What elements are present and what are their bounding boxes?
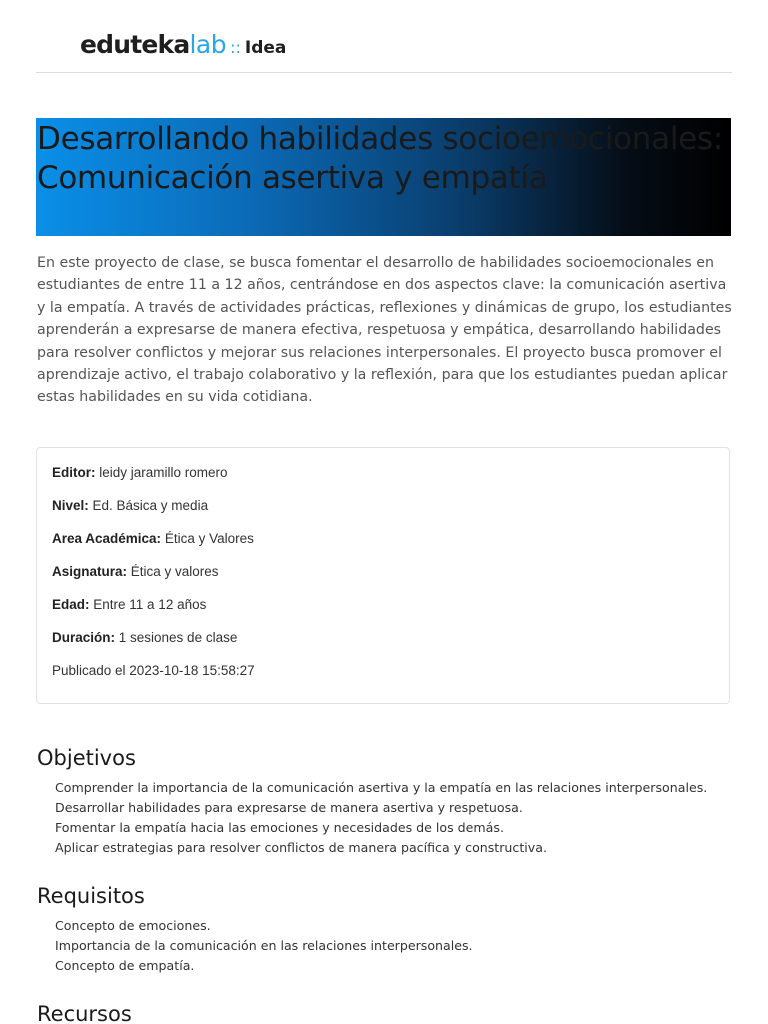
logo-eduteka-text: eduteka xyxy=(80,30,190,59)
section-title-requisitos: Requisitos xyxy=(37,884,145,908)
info-edad xyxy=(52,597,206,612)
info-nivel-label: Nivel: xyxy=(52,498,89,513)
info-area-value: Ética y Valores xyxy=(161,531,254,546)
list-item: Comprender la importancia de la comunicación asertiva y la empatía en las relaciones interpersonales. xyxy=(55,780,708,795)
info-asignatura xyxy=(52,564,219,579)
list-item: Concepto de empatía. xyxy=(55,958,195,973)
info-duracion-value: 1 sesiones de clase xyxy=(115,630,238,645)
info-published-date: Publicado el 2023-10-18 15:58:27 xyxy=(52,663,255,678)
info-card xyxy=(36,447,730,704)
info-nivel xyxy=(52,498,208,513)
section-title-recursos: Recursos xyxy=(37,1002,132,1024)
logo-lab-text: lab xyxy=(189,30,227,59)
info-editor xyxy=(52,465,228,480)
list-item: Concepto de emociones. xyxy=(55,918,211,933)
info-duracion xyxy=(52,630,237,645)
info-area xyxy=(52,531,254,546)
info-duracion-label: Duración: xyxy=(52,630,116,645)
section-title-objetivos: Objetivos xyxy=(37,746,136,770)
info-nivel-value: Ed. Básica y media xyxy=(88,498,209,513)
list-item: Importancia de la comunicación en las relaciones interpersonales. xyxy=(55,938,473,953)
info-area-label: Area Académica: xyxy=(52,531,162,546)
page-title: Desarrollando habilidades socioemocionales: Comunicación asertiva y empatía xyxy=(37,121,723,196)
logo-section-text: Idea xyxy=(244,38,287,58)
intro-paragraph: En este proyecto de clase, se busca fomentar el desarrollo de habilidades socioemocionales en estudiantes de entre 11 a 12 años, centrándose en dos aspectos clave: la comunicación asertiva y la empatía. A través de actividades prácticas, reflexiones y dinámicas de grupo, los estudiantes aprenderán a expresarse de manera efectiva, respetuosa y empática, desarrollando habilidades para resolver conflictos y mejorar sus relaciones interpersonales. El proyecto busca promover el aprendizaje activo, el trabajo colaborativo y la reflexión, para que los estudiantes puedan aplicar estas habilidades en su vida cotidiana. xyxy=(37,255,732,406)
site-header xyxy=(36,0,732,73)
objetivos-list xyxy=(55,778,707,858)
info-editor-value: leidy jaramillo romero xyxy=(95,465,228,480)
logo-separator: :: xyxy=(230,38,241,57)
info-editor-label: Editor: xyxy=(52,465,96,480)
list-item: Desarrollar habilidades para expresarse de manera asertiva y respetuosa. xyxy=(55,800,523,815)
info-asignatura-value: Ética y valores xyxy=(127,564,219,579)
info-edad-label: Edad: xyxy=(52,597,90,612)
info-asignatura-label: Asignatura: xyxy=(52,564,128,579)
info-edad-value: Entre 11 a 12 años xyxy=(89,597,207,612)
list-item: Aplicar estrategias para resolver conflictos de manera pacífica y constructiva. xyxy=(55,840,547,855)
list-item: Fomentar la empatía hacia las emociones y necesidades de los demás. xyxy=(55,820,504,835)
requisitos-list xyxy=(55,916,473,976)
edutekalab-logo[interactable] xyxy=(80,30,286,59)
